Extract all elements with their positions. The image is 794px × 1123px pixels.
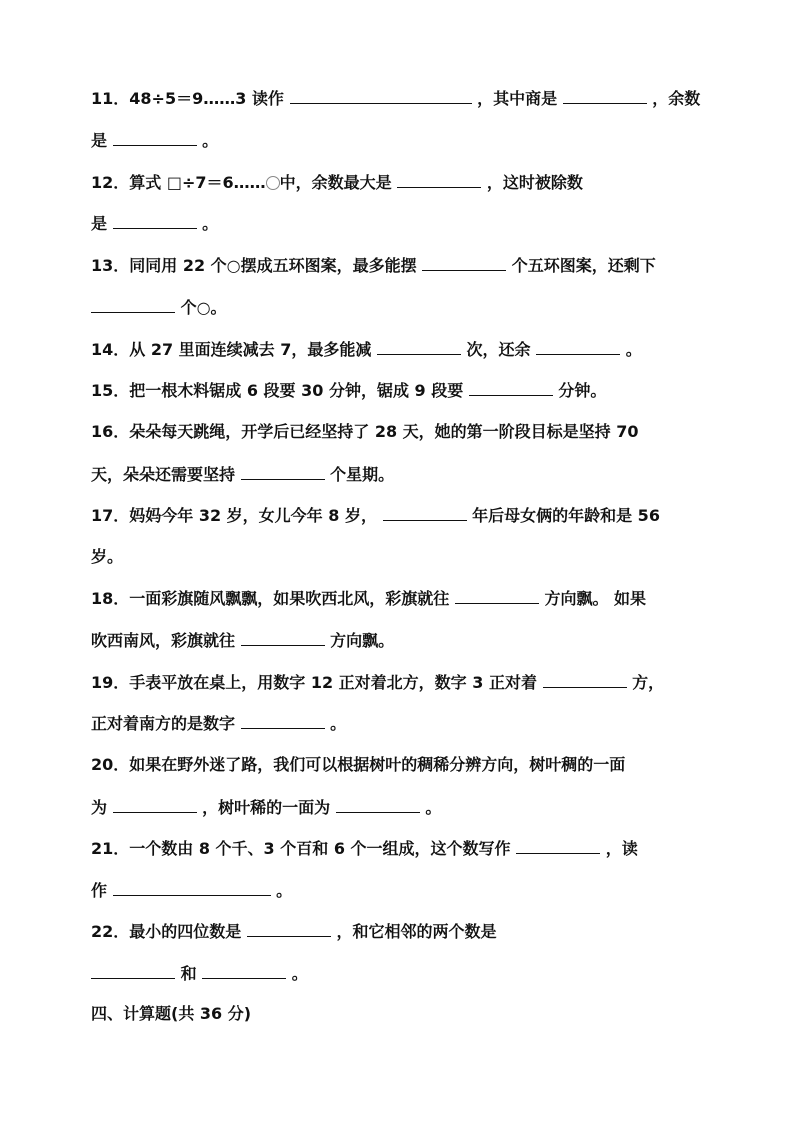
q13-text-b: 个五环图案，还剩下 — [511, 256, 656, 275]
answer-blank[interactable] — [113, 213, 197, 229]
q20-text-a: 20．如果在野外迷了路，我们可以根据树叶的稠稀分辨方向，树叶稠的一面 — [91, 755, 626, 774]
answer-blank[interactable] — [241, 630, 325, 646]
q17-text-b: 年后母女俩的年龄和是 56 — [472, 506, 660, 525]
answer-blank[interactable] — [536, 339, 620, 355]
q12-text-c: ，这时被除数 — [486, 173, 583, 192]
q22-text-c: 和 — [180, 964, 197, 983]
q11-text-b: ，其中商是 — [477, 89, 558, 108]
question-16-line2 — [91, 464, 394, 484]
section-heading-calculation — [91, 1004, 251, 1024]
question-17-line2 — [91, 547, 123, 567]
question-11-line2 — [91, 130, 218, 150]
q12-text-b: 中，余数最大是 — [279, 173, 392, 192]
q21-text-b: ，读 — [605, 839, 638, 858]
q11-text-c: ，余数 — [652, 89, 701, 108]
question-18-line2 — [91, 630, 394, 650]
question-19-line1 — [91, 672, 664, 692]
answer-blank[interactable] — [113, 130, 197, 146]
answer-blank[interactable] — [247, 921, 331, 937]
question-18-line1 — [91, 588, 646, 608]
answer-blank[interactable] — [202, 963, 286, 979]
circle-placeholder-icon — [266, 176, 280, 190]
question-22-line1 — [91, 921, 496, 941]
q20-text-c: ，树叶稀的一面为 — [202, 798, 331, 817]
answer-blank[interactable] — [543, 672, 627, 688]
q19-text-b: 方， — [632, 673, 665, 692]
q20-text-b: 为 — [91, 798, 108, 817]
q19-text-a: 19．手表平放在桌上，用数字 12 正对着北方，数字 3 正对着 — [91, 673, 537, 692]
question-15 — [91, 380, 606, 400]
q19-text-d: 。 — [330, 714, 347, 733]
q11-text-e: 。 — [202, 131, 219, 150]
question-14 — [91, 339, 642, 359]
answer-blank[interactable] — [377, 339, 461, 355]
question-13-line1 — [91, 255, 656, 275]
answer-blank[interactable] — [91, 297, 175, 313]
q22-text-d: 。 — [291, 964, 308, 983]
q12-text-e: 。 — [202, 214, 219, 233]
question-17-line1 — [91, 505, 660, 525]
q21-text-c: 作 — [91, 881, 108, 900]
answer-blank[interactable] — [241, 713, 325, 729]
answer-blank[interactable] — [516, 838, 600, 854]
question-19-line2 — [91, 713, 346, 733]
section-title: 四、计算题(共 36 分) — [91, 1004, 252, 1023]
question-11-line1 — [91, 88, 700, 108]
question-20-line2 — [91, 797, 441, 817]
q17-text-c: 岁。 — [91, 547, 124, 566]
q18-text-a: 18．一面彩旗随风飘飘，如果吹西北风，彩旗就往 — [91, 589, 450, 608]
q16-text-c: 个星期。 — [330, 465, 395, 484]
q14-text-b: 次，还余 — [466, 340, 531, 359]
q15-text-b: 分钟。 — [558, 381, 607, 400]
answer-blank[interactable] — [241, 464, 325, 480]
question-21-line1 — [91, 838, 638, 858]
question-13-line2 — [91, 297, 227, 317]
question-12-line1 — [91, 172, 583, 192]
answer-blank[interactable] — [290, 88, 472, 104]
answer-blank[interactable] — [91, 963, 175, 979]
question-12-line2 — [91, 213, 218, 233]
q11-text-d: 是 — [91, 131, 108, 150]
answer-blank[interactable] — [563, 88, 647, 104]
question-22-line2 — [91, 963, 308, 983]
answer-blank[interactable] — [422, 255, 506, 271]
q15-text-a: 15．把一根木料锯成 6 段要 30 分钟，锯成 9 段要 — [91, 381, 464, 400]
question-21-line2 — [91, 880, 292, 900]
q16-text-b: 天，朵朵还需要坚持 — [91, 465, 236, 484]
answer-blank[interactable] — [113, 880, 271, 896]
q12-text-d: 是 — [91, 214, 108, 233]
question-20-line1 — [91, 755, 625, 775]
q14-text-a: 14．从 27 里面连续减去 7，最多能减 — [91, 340, 372, 359]
q13-text-a: 13．同同用 22 个○摆成五环图案，最多能摆 — [91, 256, 417, 275]
q18-text-d: 方向飘。 — [330, 631, 395, 650]
answer-blank[interactable] — [336, 797, 420, 813]
q14-text-c: 。 — [625, 340, 642, 359]
q18-text-c: 吹西南风，彩旗就往 — [91, 631, 236, 650]
answer-blank[interactable] — [397, 172, 481, 188]
q12-text-a: 12．算式 □÷7＝6…… — [91, 173, 266, 192]
q11-text-a: 11．48÷5＝9……3 读作 — [91, 89, 284, 108]
q17-text-a: 17．妈妈今年 32 岁，女儿今年 8 岁， — [91, 506, 377, 525]
q13-text-c: 个○。 — [180, 298, 227, 317]
question-16-line1 — [91, 422, 639, 442]
q22-text-b: ，和它相邻的两个数是 — [336, 922, 497, 941]
answer-blank[interactable] — [113, 797, 197, 813]
q21-text-d: 。 — [276, 881, 293, 900]
q22-text-a: 22．最小的四位数是 — [91, 922, 242, 941]
answer-blank[interactable] — [383, 505, 467, 521]
answer-blank[interactable] — [455, 588, 539, 604]
q16-text-a: 16．朵朵每天跳绳，开学后已经坚持了 28 天，她的第一阶段目标是坚持 70 — [91, 422, 639, 441]
q19-text-c: 正对着南方的是数字 — [91, 714, 236, 733]
q18-text-b: 方向飘。 如果 — [544, 589, 647, 608]
answer-blank[interactable] — [469, 380, 553, 396]
q21-text-a: 21．一个数由 8 个千、3 个百和 6 个一组成，这个数写作 — [91, 839, 511, 858]
q20-text-d: 。 — [425, 798, 442, 817]
